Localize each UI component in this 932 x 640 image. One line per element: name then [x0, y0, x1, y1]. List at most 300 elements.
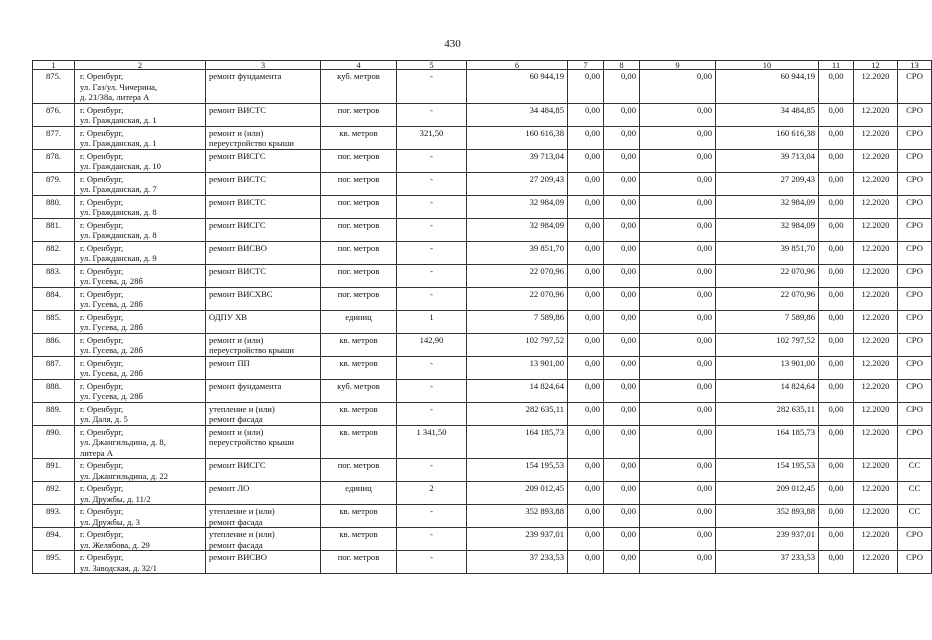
address-cell-line: г. Оренбург,	[80, 196, 124, 207]
column-header: 6	[467, 61, 568, 70]
work-type-cell	[206, 482, 321, 505]
col9-cell: 0,00	[640, 195, 716, 218]
address-cell-line: г. Оренбург,	[80, 242, 124, 253]
col10-cell: 352 893,88	[716, 505, 819, 528]
work-type-cell	[206, 379, 321, 402]
address-cell-line: г. Оренбург,	[80, 334, 124, 345]
work-type-cell-line: ремонт и (или)	[209, 426, 264, 437]
address-cell	[75, 287, 206, 310]
work-type-cell	[206, 172, 321, 195]
row-number-cell: 892.	[33, 482, 75, 505]
table-row	[33, 149, 932, 172]
address-cell-line: ул. Заводская, д. 32/1	[80, 562, 157, 573]
address-cell-line: д. 21/38а, литера А	[80, 92, 150, 102]
quantity-cell: -	[397, 528, 467, 551]
col8-cell: 0,00	[604, 551, 640, 574]
total-cost-cell: 13 901,00	[467, 356, 568, 379]
table-row	[33, 218, 932, 241]
address-cell-line: г. Оренбург,	[80, 529, 124, 539]
work-type-cell-line: переустройство крыши	[209, 345, 294, 355]
col9-cell: 0,00	[640, 241, 716, 264]
total-cost-cell: 37 233,53	[467, 551, 568, 574]
work-type-cell	[206, 126, 321, 149]
table-row	[33, 333, 932, 356]
unit-cell: пог. метров	[321, 551, 397, 574]
unit-cell: кв. метров	[321, 425, 397, 459]
method-cell: СРО	[898, 195, 932, 218]
col7-cell: 0,00	[568, 505, 604, 528]
address-cell	[75, 333, 206, 356]
col7-cell: 0,00	[568, 218, 604, 241]
column-header: 10	[716, 61, 819, 70]
row-number-cell: 883.	[33, 264, 75, 287]
total-cost-cell: 34 484,85	[467, 103, 568, 126]
col8-cell: 0,00	[604, 379, 640, 402]
column-header: 5	[397, 61, 467, 70]
work-type-cell	[206, 551, 321, 574]
col9-cell: 0,00	[640, 356, 716, 379]
method-cell: СС	[898, 482, 932, 505]
work-type-cell-line: утепление и (или)	[209, 403, 275, 414]
unit-cell: куб. метров	[321, 379, 397, 402]
row-number-cell: 895.	[33, 551, 75, 574]
col11-cell: 0,00	[819, 172, 854, 195]
col10-cell: 32 984,09	[716, 195, 819, 218]
unit-cell: единиц	[321, 482, 397, 505]
col7-cell: 0,00	[568, 264, 604, 287]
col8-cell: 0,00	[604, 287, 640, 310]
deadline-cell: 12.2020	[854, 505, 898, 528]
address-cell-line: г. Оренбург,	[80, 288, 124, 299]
total-cost-cell: 154 195,53	[467, 459, 568, 482]
row-number-cell: 894.	[33, 528, 75, 551]
table-row	[33, 528, 932, 551]
col9-cell: 0,00	[640, 149, 716, 172]
work-type-cell-line: утепление и (или)	[209, 529, 275, 539]
col8-cell: 0,00	[604, 459, 640, 482]
work-type-cell-line: ремонт ВИСТС	[209, 104, 267, 115]
unit-cell: кв. метров	[321, 356, 397, 379]
col8-cell: 0,00	[604, 264, 640, 287]
column-number-row	[33, 61, 932, 70]
work-type-cell-line: ремонт фасада	[209, 539, 263, 550]
col7-cell: 0,00	[568, 149, 604, 172]
col9-cell: 0,00	[640, 482, 716, 505]
work-type-cell-line: ремонт фундамента	[209, 71, 282, 81]
col11-cell: 0,00	[819, 505, 854, 528]
work-type-cell-line: ОДПУ ХВ	[209, 311, 248, 322]
work-type-cell-line: переустройство крыши	[209, 138, 294, 148]
column-header: 2	[75, 61, 206, 70]
col11-cell: 0,00	[819, 195, 854, 218]
table-body	[33, 70, 932, 574]
unit-cell: кв. метров	[321, 505, 397, 528]
col10-cell: 209 012,45	[716, 482, 819, 505]
col10-cell: 7 589,86	[716, 310, 819, 333]
col11-cell: 0,00	[819, 218, 854, 241]
repair-schedule-table	[32, 60, 932, 574]
work-type-cell-line: ремонт ВИСТС	[209, 173, 267, 184]
address-cell-line: г. Оренбург,	[80, 357, 124, 368]
address-cell	[75, 103, 206, 126]
unit-cell: кв. метров	[321, 402, 397, 425]
col11-cell: 0,00	[819, 103, 854, 126]
work-type-cell	[206, 402, 321, 425]
address-cell-line: ул. Гражданская, д. 9	[80, 253, 157, 263]
col9-cell: 0,00	[640, 310, 716, 333]
column-header: 13	[898, 61, 932, 70]
total-cost-cell: 209 012,45	[467, 482, 568, 505]
total-cost-cell: 102 797,52	[467, 333, 568, 356]
address-cell	[75, 218, 206, 241]
column-header: 7	[568, 61, 604, 70]
col9-cell: 0,00	[640, 126, 716, 149]
total-cost-cell: 39 851,70	[467, 241, 568, 264]
col8-cell: 0,00	[604, 505, 640, 528]
row-number-cell: 893.	[33, 505, 75, 528]
address-cell-line: ул. Гусева, д. 28б	[80, 322, 143, 332]
quantity-cell: -	[397, 402, 467, 425]
work-type-cell	[206, 310, 321, 333]
col9-cell: 0,00	[640, 425, 716, 459]
row-number-cell: 878.	[33, 149, 75, 172]
deadline-cell: 12.2020	[854, 356, 898, 379]
address-cell-line: г. Оренбург,	[80, 403, 124, 414]
col10-cell: 37 233,53	[716, 551, 819, 574]
address-cell-line: г. Оренбург,	[80, 265, 124, 276]
address-cell	[75, 310, 206, 333]
address-cell-line: литера А	[80, 447, 113, 458]
col11-cell: 0,00	[819, 149, 854, 172]
unit-cell: пог. метров	[321, 195, 397, 218]
total-cost-cell: 22 070,96	[467, 287, 568, 310]
address-cell-line: г. Оренбург,	[80, 552, 124, 562]
unit-cell: пог. метров	[321, 264, 397, 287]
work-type-cell	[206, 241, 321, 264]
work-type-cell	[206, 459, 321, 482]
table-row	[33, 126, 932, 149]
col9-cell: 0,00	[640, 551, 716, 574]
method-cell: СРО	[898, 172, 932, 195]
address-cell	[75, 264, 206, 287]
total-cost-cell: 27 209,43	[467, 172, 568, 195]
address-cell-line: г. Оренбург,	[80, 506, 124, 516]
table-row	[33, 551, 932, 574]
address-cell	[75, 126, 206, 149]
col8-cell: 0,00	[604, 172, 640, 195]
method-cell: СРО	[898, 218, 932, 241]
address-cell-line: г. Оренбург,	[80, 380, 124, 391]
row-number-cell: 879.	[33, 172, 75, 195]
work-type-cell-line: ремонт ВИСВО	[209, 552, 267, 562]
column-header: 8	[604, 61, 640, 70]
quantity-cell: -	[397, 551, 467, 574]
col10-cell: 22 070,96	[716, 264, 819, 287]
table-row	[33, 195, 932, 218]
table-row	[33, 379, 932, 402]
column-header: 3	[206, 61, 321, 70]
total-cost-cell: 32 984,09	[467, 218, 568, 241]
address-cell-line: ул. Желябова, д. 29	[80, 539, 150, 550]
work-type-cell-line: ремонт фундамента	[209, 380, 282, 391]
address-cell-line: г. Оренбург,	[80, 311, 124, 322]
col9-cell: 0,00	[640, 70, 716, 104]
col11-cell: 0,00	[819, 241, 854, 264]
col9-cell: 0,00	[640, 218, 716, 241]
address-cell	[75, 70, 206, 104]
address-cell-line: г. Оренбург,	[80, 104, 124, 115]
deadline-cell: 12.2020	[854, 126, 898, 149]
unit-cell: пог. метров	[321, 149, 397, 172]
work-type-cell-line: переустройство крыши	[209, 437, 294, 447]
work-type-cell	[206, 356, 321, 379]
col7-cell: 0,00	[568, 103, 604, 126]
col10-cell: 102 797,52	[716, 333, 819, 356]
deadline-cell: 12.2020	[854, 333, 898, 356]
quantity-cell: -	[397, 287, 467, 310]
address-cell-line: ул. Газ/ул. Чичерина,	[80, 81, 158, 92]
address-cell	[75, 172, 206, 195]
col7-cell: 0,00	[568, 551, 604, 574]
work-type-cell	[206, 333, 321, 356]
address-cell-line: ул. Даля, д. 5	[80, 414, 128, 424]
row-number-cell: 877.	[33, 126, 75, 149]
row-number-cell: 884.	[33, 287, 75, 310]
col9-cell: 0,00	[640, 172, 716, 195]
address-cell	[75, 195, 206, 218]
quantity-cell: 1	[397, 310, 467, 333]
total-cost-cell: 239 937,01	[467, 528, 568, 551]
unit-cell: пог. метров	[321, 218, 397, 241]
address-cell	[75, 551, 206, 574]
total-cost-cell: 164 185,73	[467, 425, 568, 459]
table-row	[33, 287, 932, 310]
col9-cell: 0,00	[640, 333, 716, 356]
work-type-cell-line: ремонт и (или)	[209, 127, 264, 138]
deadline-cell: 12.2020	[854, 551, 898, 574]
method-cell: СРО	[898, 379, 932, 402]
deadline-cell: 12.2020	[854, 149, 898, 172]
work-type-cell-line: утепление и (или)	[209, 506, 275, 516]
col9-cell: 0,00	[640, 103, 716, 126]
row-number-cell: 891.	[33, 459, 75, 482]
col11-cell: 0,00	[819, 333, 854, 356]
quantity-cell: -	[397, 241, 467, 264]
unit-cell: кв. метров	[321, 126, 397, 149]
col8-cell: 0,00	[604, 528, 640, 551]
col7-cell: 0,00	[568, 172, 604, 195]
table-row	[33, 425, 932, 459]
col7-cell: 0,00	[568, 379, 604, 402]
address-cell-line: ул. Дружбы, д. 11/2	[80, 493, 151, 504]
address-cell-line: г. Оренбург,	[80, 219, 124, 230]
col10-cell: 39 851,70	[716, 241, 819, 264]
address-cell	[75, 356, 206, 379]
work-type-cell-line: ремонт ВИСТС	[209, 265, 267, 276]
row-number-cell: 890.	[33, 425, 75, 459]
deadline-cell: 12.2020	[854, 70, 898, 104]
row-number-cell: 881.	[33, 218, 75, 241]
col7-cell: 0,00	[568, 287, 604, 310]
deadline-cell: 12.2020	[854, 425, 898, 459]
work-type-cell	[206, 264, 321, 287]
work-type-cell-line: ремонт ПП	[209, 357, 250, 368]
column-header: 4	[321, 61, 397, 70]
unit-cell: пог. метров	[321, 287, 397, 310]
col7-cell: 0,00	[568, 70, 604, 104]
page-number: 430	[444, 38, 461, 50]
col8-cell: 0,00	[604, 310, 640, 333]
col11-cell: 0,00	[819, 70, 854, 104]
col9-cell: 0,00	[640, 287, 716, 310]
quantity-cell: 142,90	[397, 333, 467, 356]
work-type-cell	[206, 70, 321, 104]
col7-cell: 0,00	[568, 126, 604, 149]
col7-cell: 0,00	[568, 195, 604, 218]
method-cell: СРО	[898, 149, 932, 172]
row-number-cell: 882.	[33, 241, 75, 264]
address-cell	[75, 425, 206, 459]
quantity-cell: -	[397, 505, 467, 528]
col8-cell: 0,00	[604, 402, 640, 425]
table-row	[33, 402, 932, 425]
col9-cell: 0,00	[640, 264, 716, 287]
method-cell: СРО	[898, 425, 932, 459]
address-cell-line: ул. Гражданская, д. 8	[80, 230, 157, 240]
work-type-cell-line: ремонт фасада	[209, 414, 263, 424]
unit-cell: пог. метров	[321, 103, 397, 126]
col10-cell: 282 635,11	[716, 402, 819, 425]
address-cell-line: ул. Гражданская, д. 10	[80, 161, 161, 171]
col10-cell: 34 484,85	[716, 103, 819, 126]
total-cost-cell: 22 070,96	[467, 264, 568, 287]
quantity-cell: -	[397, 195, 467, 218]
unit-cell: кв. метров	[321, 528, 397, 551]
row-number-cell: 887.	[33, 356, 75, 379]
col7-cell: 0,00	[568, 333, 604, 356]
method-cell: СРО	[898, 70, 932, 104]
address-cell-line: ул. Джангильдина, д. 8,	[80, 437, 166, 447]
col7-cell: 0,00	[568, 528, 604, 551]
address-cell-line: ул. Гражданская, д. 8	[80, 207, 157, 217]
work-type-cell	[206, 195, 321, 218]
col9-cell: 0,00	[640, 528, 716, 551]
col8-cell: 0,00	[604, 126, 640, 149]
address-cell-line: г. Оренбург,	[80, 173, 124, 184]
deadline-cell: 12.2020	[854, 379, 898, 402]
table-row	[33, 482, 932, 505]
unit-cell: кв. метров	[321, 333, 397, 356]
deadline-cell: 12.2020	[854, 264, 898, 287]
quantity-cell: -	[397, 379, 467, 402]
row-number-cell: 876.	[33, 103, 75, 126]
unit-cell: пог. метров	[321, 172, 397, 195]
work-type-cell	[206, 287, 321, 310]
method-cell: СРО	[898, 356, 932, 379]
deadline-cell: 12.2020	[854, 103, 898, 126]
quantity-cell: -	[397, 172, 467, 195]
method-cell: СРО	[898, 103, 932, 126]
address-cell-line: ул. Гусева, д. 28б	[80, 391, 143, 401]
table-row	[33, 70, 932, 104]
col11-cell: 0,00	[819, 425, 854, 459]
table-row	[33, 310, 932, 333]
row-number-cell: 880.	[33, 195, 75, 218]
col7-cell: 0,00	[568, 356, 604, 379]
address-cell-line: г. Оренбург,	[80, 150, 124, 161]
work-type-cell-line: ремонт ВИСТС	[209, 196, 267, 207]
address-cell-line: г. Оренбург,	[80, 460, 124, 470]
address-cell	[75, 459, 206, 482]
col10-cell: 14 824,64	[716, 379, 819, 402]
address-cell-line: ул. Гражданская, д. 1	[80, 138, 157, 148]
address-cell-line: ул. Гусева, д. 28б	[80, 368, 143, 378]
col8-cell: 0,00	[604, 356, 640, 379]
unit-cell: единиц	[321, 310, 397, 333]
col8-cell: 0,00	[604, 333, 640, 356]
column-header: 12	[854, 61, 898, 70]
col11-cell: 0,00	[819, 482, 854, 505]
address-cell-line: г. Оренбург,	[80, 71, 124, 81]
method-cell: СРО	[898, 333, 932, 356]
col8-cell: 0,00	[604, 149, 640, 172]
col10-cell: 239 937,01	[716, 528, 819, 551]
deadline-cell: 12.2020	[854, 402, 898, 425]
col8-cell: 0,00	[604, 241, 640, 264]
work-type-cell	[206, 505, 321, 528]
method-cell: СРО	[898, 241, 932, 264]
address-cell-line: ул. Гражданская, д. 1	[80, 115, 157, 125]
work-type-cell	[206, 149, 321, 172]
col10-cell: 27 209,43	[716, 172, 819, 195]
address-cell	[75, 482, 206, 505]
quantity-cell: -	[397, 459, 467, 482]
address-cell	[75, 149, 206, 172]
deadline-cell: 12.2020	[854, 287, 898, 310]
unit-cell: пог. метров	[321, 241, 397, 264]
col11-cell: 0,00	[819, 459, 854, 482]
address-cell	[75, 241, 206, 264]
col9-cell: 0,00	[640, 459, 716, 482]
column-header: 11	[819, 61, 854, 70]
table-row	[33, 505, 932, 528]
work-type-cell-line: ремонт фасада	[209, 516, 263, 527]
deadline-cell: 12.2020	[854, 528, 898, 551]
row-number-cell: 886.	[33, 333, 75, 356]
col8-cell: 0,00	[604, 218, 640, 241]
col7-cell: 0,00	[568, 459, 604, 482]
total-cost-cell: 282 635,11	[467, 402, 568, 425]
col9-cell: 0,00	[640, 402, 716, 425]
col11-cell: 0,00	[819, 551, 854, 574]
col8-cell: 0,00	[604, 482, 640, 505]
address-cell-line: ул. Гусева, д. 28б	[80, 299, 143, 309]
deadline-cell: 12.2020	[854, 310, 898, 333]
table-row	[33, 459, 932, 482]
col10-cell: 164 185,73	[716, 425, 819, 459]
total-cost-cell: 7 589,86	[467, 310, 568, 333]
method-cell: СРО	[898, 126, 932, 149]
address-cell-line: г. Оренбург,	[80, 127, 124, 138]
address-cell	[75, 379, 206, 402]
work-type-cell-line: ремонт ЛО	[209, 483, 250, 493]
col10-cell: 154 195,53	[716, 459, 819, 482]
col11-cell: 0,00	[819, 287, 854, 310]
col7-cell: 0,00	[568, 310, 604, 333]
col11-cell: 0,00	[819, 356, 854, 379]
col8-cell: 0,00	[604, 103, 640, 126]
total-cost-cell: 39 713,04	[467, 149, 568, 172]
